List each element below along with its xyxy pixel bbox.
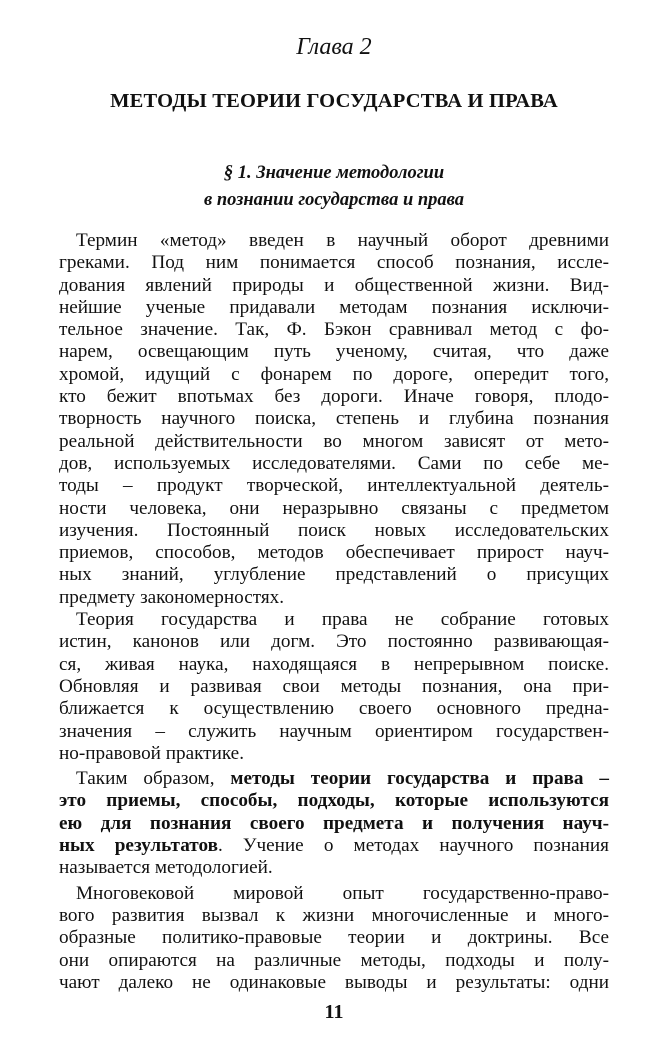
text-line: чают далеко не одинаковые выводы и результаты: одни — [59, 971, 609, 993]
text-line: значения – служить научным ориентиром государствен- — [59, 720, 609, 742]
text-line: истин, канонов или догм. Это постоянно развивающая- — [59, 631, 609, 653]
paragraph-3 — [59, 768, 609, 879]
text-line: тоды – продукт творческой, интеллектуальной деятель- — [59, 475, 609, 497]
chapter-title: МЕТОДЫ ТЕОРИИ ГОСУДАРСТВА И ПРАВА — [110, 90, 558, 112]
text-run: . Учение о методах научного познания — [217, 835, 610, 857]
text-line: нейшие ученые придавали методам познания исключи- — [59, 296, 609, 318]
chapter-label: Глава 2 — [296, 34, 372, 60]
text-line: кто бежит впотьмах без дороги. Иначе говоря, плодо- — [59, 386, 609, 408]
text-line: Многовековой мировой опыт государственно-право- — [76, 882, 609, 904]
text-line: реальной действительности во многом зависят от мето- — [59, 430, 609, 452]
definition-text: ею для познания своего предмета и получения науч- — [59, 812, 609, 834]
text-line: образные политико-правовые теории и доктрины. Все — [59, 927, 609, 949]
text-line: Обновляя и развивая свои методы познания, она при- — [59, 675, 609, 697]
text-line: ных знаний, углубление представлений о присущих — [59, 564, 609, 586]
definition-text: ных результатов — [59, 835, 218, 857]
text-line: изучения. Постоянный поиск новых исследовательских — [59, 519, 609, 541]
text-line: Теория государства и права не собрание готовых — [76, 609, 609, 631]
body-text — [59, 230, 609, 994]
paragraph-4 — [59, 883, 609, 994]
text-line: хромой, идущий с фонарем по дороге, опередит того, — [59, 363, 609, 385]
section-title-line-1: § 1. Значение методологии — [223, 163, 445, 183]
section-title-line-2: в познании государства и права — [203, 190, 465, 210]
text-line: тельное значение. Так, Ф. Бэкон сравнивал метод с фо- — [59, 319, 609, 341]
section-title — [59, 160, 609, 214]
text-line: приемов, способов, методов обеспечивает прирост науч- — [59, 542, 609, 564]
paragraph-2 — [59, 609, 609, 765]
paragraph-1 — [59, 230, 609, 609]
text-line: они опираются на различные методы, подходы и полу- — [59, 949, 609, 971]
definition-text: методы теории государства и права – — [230, 768, 609, 790]
text-line: творность научного поиска, степень и глубина познания — [59, 408, 609, 430]
text-line: дов, используемых исследователями. Сами по себе ме- — [59, 452, 609, 474]
text-run: Таким образом, — [76, 768, 231, 790]
text-line: но-правовой практике. — [59, 742, 244, 764]
text-line: ближается к осуществлению своего основного предна- — [59, 698, 609, 720]
text-line — [59, 768, 609, 790]
text-line: Термин «метод» введен в научный оборот древними — [76, 230, 609, 251]
text-line: вого развития вызвал к жизни многочисленные и много- — [59, 904, 609, 926]
text-line: предмету закономерностях. — [59, 586, 285, 608]
text-line: дования явлений природы и общественной жизни. Вид- — [59, 274, 609, 296]
definition-text: это приемы, способы, подходы, которые используются — [59, 790, 609, 812]
page-number: 11 — [324, 1001, 344, 1023]
text-line: ности человека, они неразрывно связаны с предметом — [59, 497, 609, 519]
text-line: нарем, освещающим путь ученому, считая, что даже — [59, 341, 609, 363]
text-line: называется методологией. — [59, 857, 273, 879]
text-line — [59, 835, 609, 857]
text-line: греками. Под ним понимается способ познания, иссле- — [59, 252, 609, 274]
text-line: ся, живая наука, находящаяся в непрерывном поиске. — [59, 653, 609, 675]
